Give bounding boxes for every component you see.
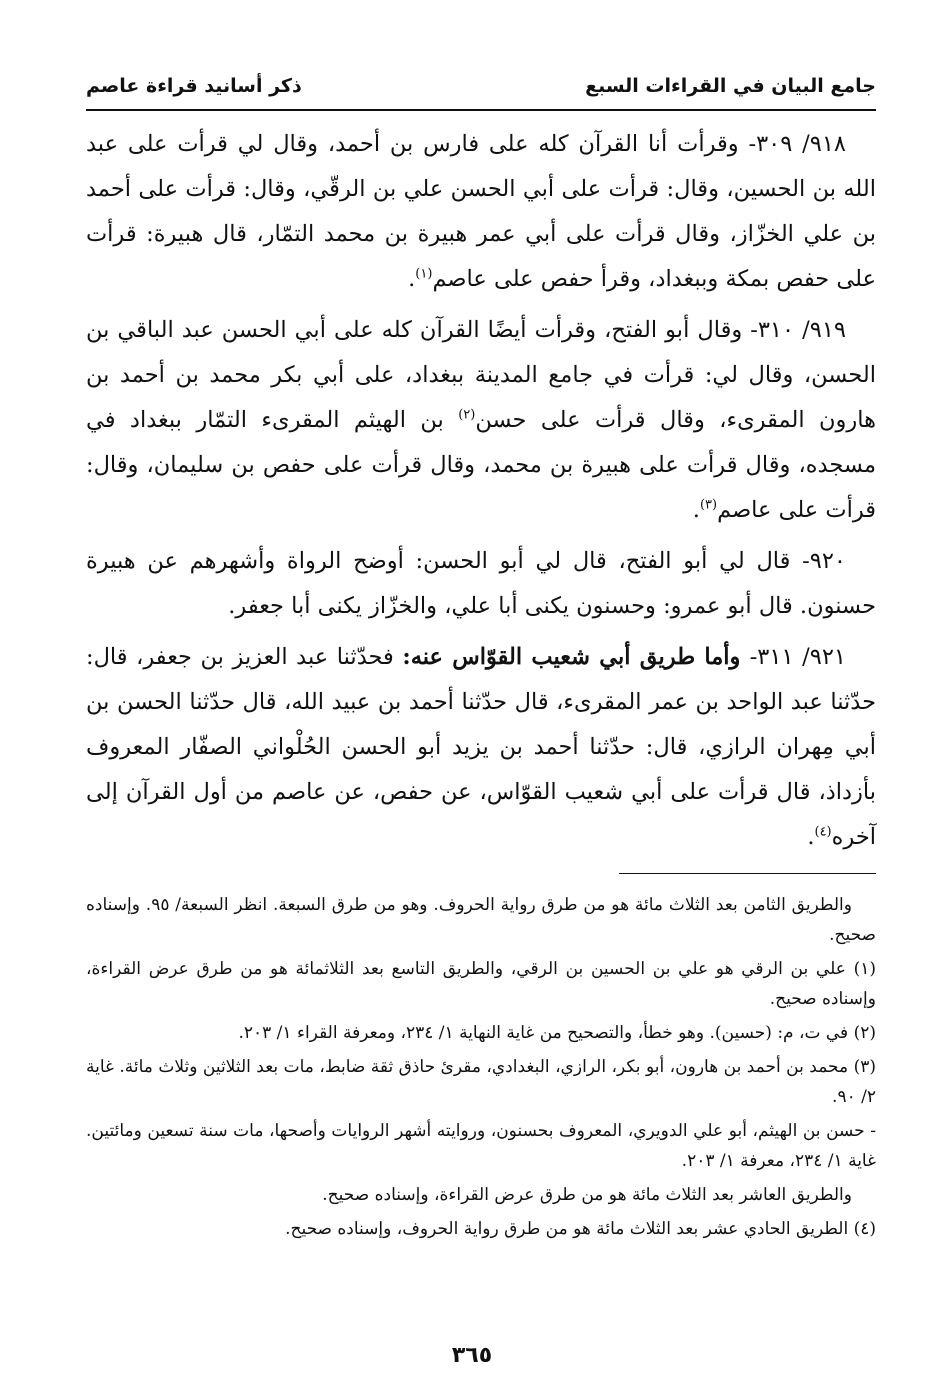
- paragraph-918: [86, 122, 876, 302]
- footnote-separator: [619, 873, 876, 874]
- paragraph-text: وقرأت أنا القرآن كله على فارس بن أحمد، وقال لي قرأت على عبد الله بن الحسين، وقال: قرأت على أبي الحسن علي بن الرقّي، وقال: قرأت على أحمد بن علي الخزّاز، وقال قرأت على أبي عمر هبيرة بن محمد التمّار، قال هبيرة: قرأت على حفص بمكة وببغداد، وقرأ حفص على عاصم: [86, 131, 876, 292]
- paragraph-text: قال لي أبو الفتح، قال لي أبو الحسن: أوضح الرواة وأشهرهم عن هبيرة حسنون. قال أبو عمرو: وحسنون يكنى أبا علي، والخزّاز يكنى أبا جعفر.: [86, 548, 876, 619]
- footnote-4: (٤) الطريق الحادي عشر بعد الثلاث مائة هو من طرق رواية الحروف، وإسناده صحيح.: [285, 1219, 876, 1239]
- footnote-3-note: والطريق العاشر بعد الثلاث مائة هو من طرق عرض القراءة، وإسناده صحيح.: [322, 1185, 852, 1205]
- entry-number: ٩٢٠-: [802, 548, 846, 574]
- running-header: [86, 66, 876, 106]
- entry-number: ٩٢١/ ٣١١-: [749, 644, 847, 670]
- footnote-2: (٢) في ت، م: (حسين). وهو خطأ، والتصحيح من غاية النهاية ١/ ٢٣٤، ومعرفة القراء ١/ ٢٠٣.: [238, 1023, 876, 1043]
- paragraph-text: بن الهيثم المقرىء التمّار ببغداد في مسجده، وقال قرأت على هبيرة بن محمد، وقال قرأت على حفص بن سليمان، وقال: قرأت على عاصم: [86, 407, 876, 523]
- footnote-ref: (٢): [458, 407, 476, 423]
- footnote-continuation: والطريق الثامن بعد الثلاث مائة هو من طرق رواية الحروف. وهو من طرق السبعة. انظر السبعة/ ٩٥. وإسناده صحيح.: [86, 895, 876, 945]
- footnote-ref: (٤): [814, 824, 832, 840]
- entry-number: ٩١٨/ ٣٠٩-: [748, 131, 847, 157]
- main-text: [86, 122, 876, 866]
- paragraph-end: .: [807, 824, 815, 850]
- header-rule: [86, 109, 876, 111]
- paragraph-919: [86, 308, 876, 533]
- footnote-ref: (١): [415, 266, 433, 282]
- section-heading: وأما طريق أبي شعيب القوّاس عنه:: [402, 644, 750, 670]
- footnote-3-extra: - حسن بن الهيثم، أبو علي الدويري، المعروف بحسنون، وروايته أشهر الروايات وأصحها، مات سنة تسعين ومائتين. غاية ١/ ٢٣٤، معرفة ١/ ٢٠٣.: [86, 1121, 876, 1171]
- book-title: جامع البيان في القراءات السبع: [585, 75, 876, 97]
- paragraph-921: [86, 635, 876, 860]
- chapter-title: ذكر أسانيد قراءة عاصم: [86, 75, 302, 97]
- paragraph-end: .: [692, 497, 700, 523]
- paragraph-text: وقال أبو الفتح، وقرأت أيضًا القرآن كله على أبي الحسن عبد الباقي بن الحسن، وقال لي: قرأت في جامع المدينة ببغداد، على أبي بكر محمد بن أحمد بن هارون المقرىء، وقال قرأت على حسن: [86, 317, 876, 433]
- page-number: ٣٦٥: [451, 1343, 493, 1368]
- paragraph-text: فحدّثنا عبد العزيز بن جعفر، قال: حدّثنا عبد الواحد بن عمر المقرىء، قال حدّثنا أحمد بن عبيد الله، قال حدّثنا الحسن بن أبي مِهران الرازي، قال: حدّثنا أحمد بن يزيد أبو الحسن الحُلْواني الصفّار المعروف بأزداذ، قال قرأت على أبي شعيب القوّاس، عن حفص، عن عاصم من أول القرآن إلى آخره: [86, 644, 876, 850]
- paragraph-end: .: [408, 266, 416, 292]
- footnote-3: (٣) محمد بن أحمد بن هارون، أبو بكر، الرازي، البغدادي، مقرئ حاذق ثقة ضابط، مات بعد الثلاثين وثلاث مائة. غاية ٢/ ٩٠.: [86, 1057, 876, 1107]
- footnote-1: (١) علي بن الرقي هو علي بن الحسين بن الرقي، والطريق التاسع بعد الثلاثمائة هو من طرق عرض القراءة، وإسناده صحيح.: [86, 959, 876, 1009]
- footnote-ref: (٣): [699, 497, 718, 513]
- entry-number: ٩١٩/ ٣١٠-: [750, 317, 846, 343]
- footnotes: [86, 890, 876, 1248]
- paragraph-920: [86, 539, 876, 629]
